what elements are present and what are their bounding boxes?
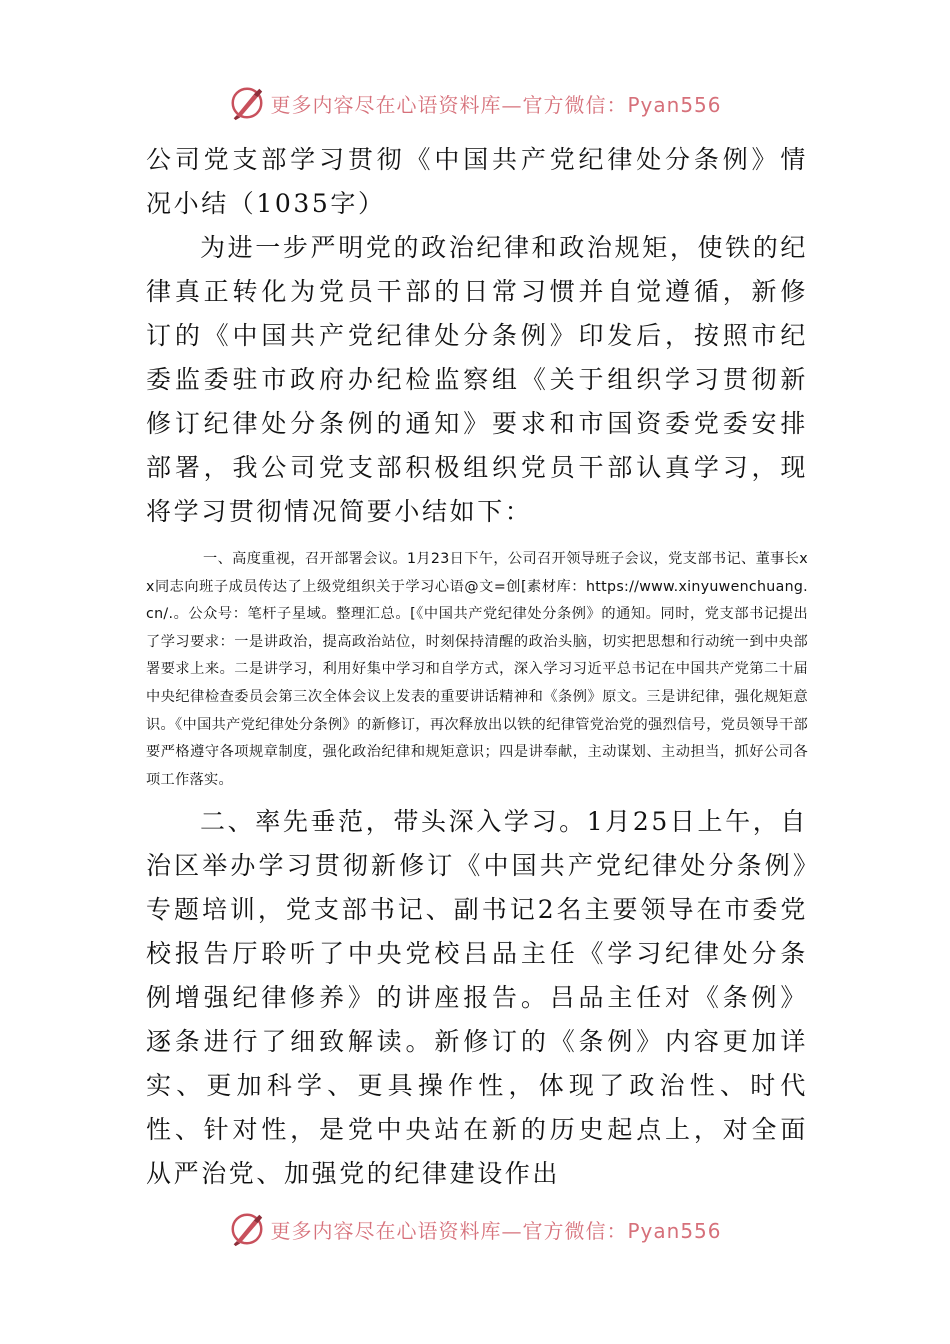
document-body [146, 138, 808, 1196]
intro-paragraph: 为进一步严明党的政治纪律和政治规矩，使铁的纪律真正转化为党员干部的日常习惯并自觉遵循，新修订的《中国共产党纪律处分条例》印发后，按照市纪委监委驻市政府办纪检监察组《关于组织学习贯彻新修订纪律处分条例的通知》要求和市国资委党委安排部署，我公司党支部积极组织党员干部认真学习，现将学习贯彻情况简要小结如下： [146, 233, 808, 526]
watermark-text: 更多内容尽在心语资料库—官方微信：Pyan556 [270, 92, 722, 117]
watermark-text: 更多内容尽在心语资料库—官方微信：Pyan556 [270, 1218, 722, 1243]
section-one-paragraph: 一、高度重视，召开部署会议。1月23日下午，公司召开领导班子会议，党支部书记、董事长xx同志向班子成员传达了上级党组织关于学习心语@文=创[素材库：https://www.xinyuwenchuang.cn/.。公众号：笔杆子星域。整理汇总。[《中国共产党纪律处分条例》的通知。同时，党支部书记提出了学习要求：一是讲政治，提高政治站位，时刻保持清醒的政治头脑，切实把思想和行动统一到中央部署要求上来。二是讲学习，利用好集中学习和自学方式，深入学习习近平总书记在中国共产党第二十届中央纪律检查委员会第三次全体会议上发表的重要讲话精神和《条例》原文。三是讲纪律，强化规矩意识。《中国共产党纪律处分条例》的新修订，再次释放出以铁的纪律管党治党的强烈信号，党员领导干部要严格遵守各项规章制度，强化政治纪律和规矩意识；四是讲奉献，主动谋划、主动担当，抓好公司各项工作落实。 [146, 551, 808, 788]
pen-logo-icon [228, 84, 266, 122]
header-watermark [0, 78, 950, 128]
section-two-paragraph: 二、率先垂范，带头深入学习。1月25日上午，自治区举办学习贯彻新修订《中国共产党纪律处分条例》专题培训，党支部书记、副书记2名主要领导在市委党校报告厅聆听了中央党校吕品主任《学习纪律处分条例增强纪律修养》的讲座报告。吕品主任对《条例》逐条进行了细致解读。新修订的《条例》内容更加详实、更加科学、更具操作性，体现了政治性、时代性、针对性，是党中央站在新的历史起点上，对全面从严治党、加强党的纪律建设作出 [146, 807, 808, 1189]
document-title: 公司党支部学习贯彻《中国共产党纪律处分条例》情况小结（1035字） [146, 145, 808, 218]
pen-logo-icon [228, 1210, 266, 1248]
footer-watermark [0, 1204, 950, 1254]
